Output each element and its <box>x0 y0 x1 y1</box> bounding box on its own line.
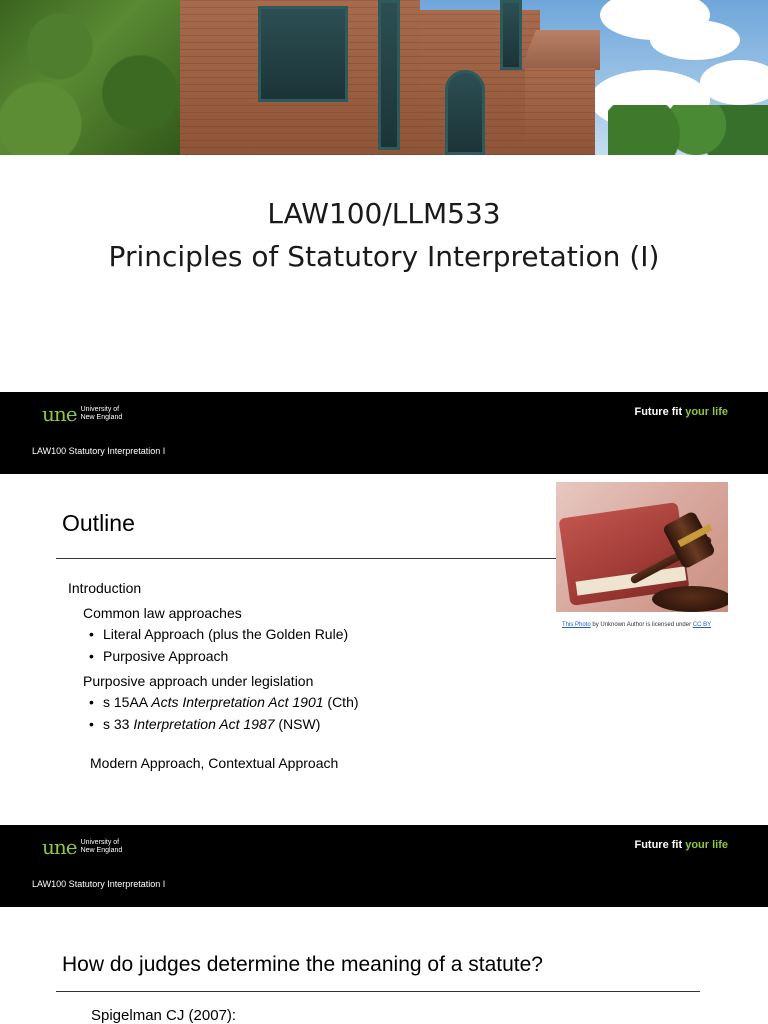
subject-label: LAW100 Statutory Interpretation I <box>32 879 166 889</box>
course-code: LAW100/LLM533 <box>267 197 501 230</box>
subject-label: LAW100 Statutory Interpretation I <box>32 446 166 456</box>
outline-s15aa: • s 15AA Acts Interpretation Act 1901 (Cth) <box>89 694 359 710</box>
outline-literal: • Literal Approach (plus the Golden Rule) <box>89 626 349 642</box>
license-link[interactable]: CC BY <box>692 622 712 628</box>
slide-title: How do judges determine the meaning of a statute? <box>62 953 543 976</box>
ivy-foliage <box>0 0 200 155</box>
outline-s33: • s 33 Interpretation Act 1987 (NSW) <box>89 716 321 732</box>
gavel-photo <box>556 482 728 612</box>
question-slide <box>0 907 768 1024</box>
slide-header <box>0 392 768 474</box>
tagline: Future fit your life <box>634 839 728 851</box>
slide-title: Outline <box>62 510 135 536</box>
tagline: Future fit your life <box>634 406 728 418</box>
outline-common-law: Common law approaches <box>83 605 242 621</box>
outline-modern: Modern Approach, Contextual Approach <box>90 755 339 771</box>
lecture-title <box>0 192 768 278</box>
une-logo-mark: une <box>42 835 77 859</box>
outline-slide <box>0 474 768 826</box>
une-logo-text: University of New England <box>80 839 123 854</box>
outline-intro: Introduction <box>68 580 142 596</box>
une-logo-text: University of New England <box>80 406 123 421</box>
title-divider <box>56 558 556 559</box>
title-slide <box>0 0 768 392</box>
photo-link[interactable]: This Photo <box>562 622 591 628</box>
photo-credit: This Photo by Unknown Author is licensed under CC BY <box>562 622 712 628</box>
une-logo <box>42 402 122 426</box>
lecture-topic: Principles of Statutory Interpretation (I) <box>108 240 660 273</box>
tree-line <box>608 105 768 155</box>
outline-purposive: • Purposive Approach <box>89 648 229 664</box>
une-logo <box>42 835 122 859</box>
une-logo-mark: une <box>42 402 77 426</box>
campus-building-photo <box>0 0 768 155</box>
sound-block <box>652 586 728 612</box>
slide-header <box>0 825 768 907</box>
outline-legislation: Purposive approach under legislation <box>83 673 314 689</box>
title-divider <box>56 991 700 992</box>
quote-author: Spigelman CJ (2007): <box>91 1007 237 1024</box>
